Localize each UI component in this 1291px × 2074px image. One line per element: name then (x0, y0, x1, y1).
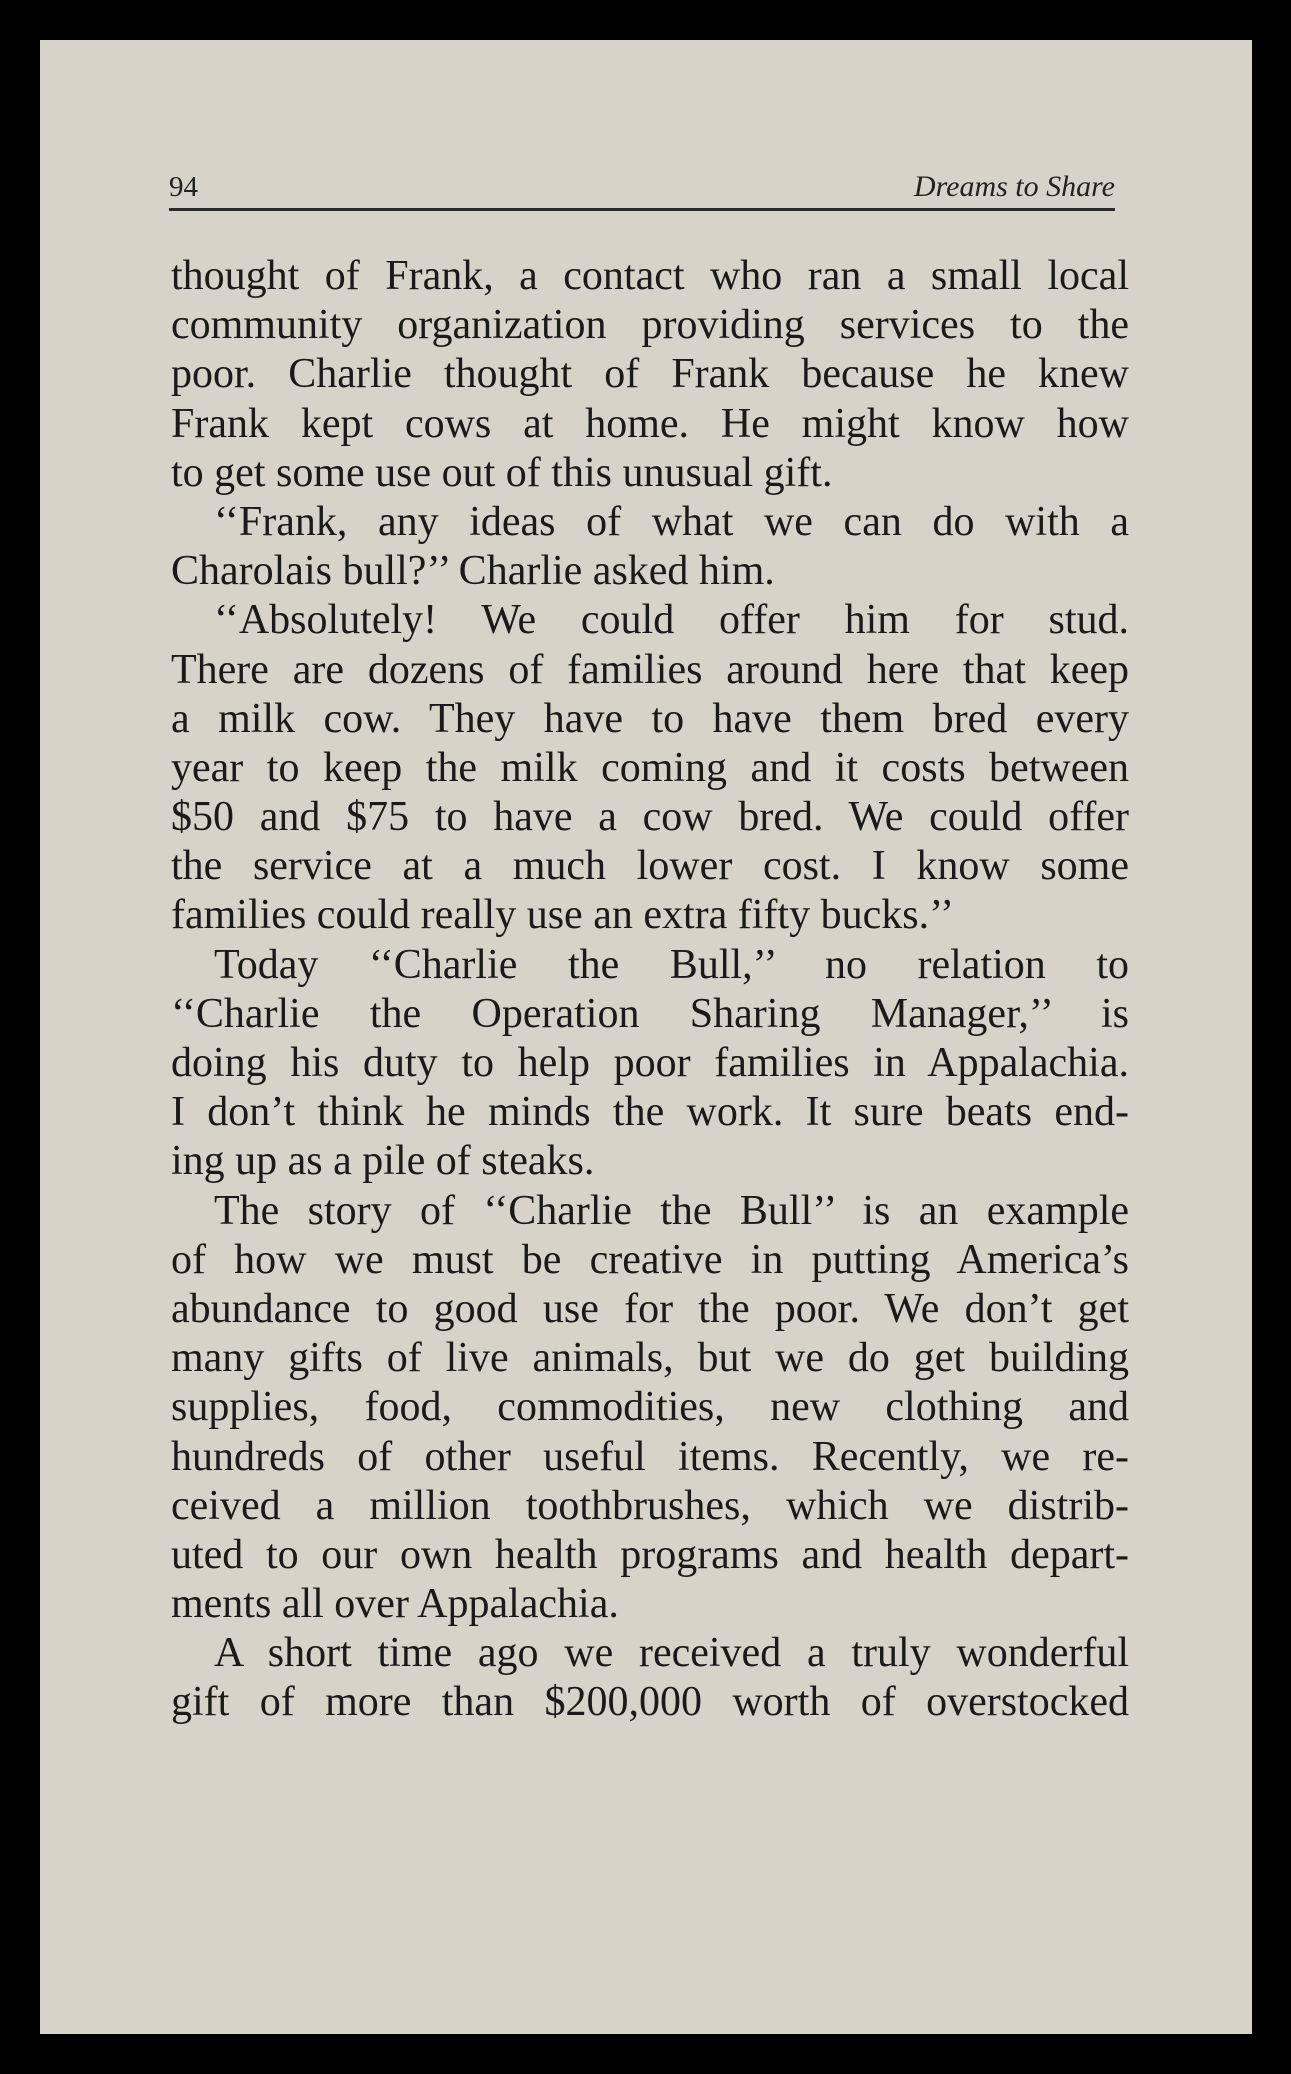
text-line: to get some use out of this unusual gift. (171, 449, 833, 496)
text-line: a milk cow. They have to have them bred every (171, 695, 1129, 742)
text-line: many gifts of live animals, but we do get building (171, 1335, 1129, 1382)
text-line: The story of ‘‘Charlie the Bull’’ is an example (214, 1187, 1129, 1234)
text-line: ments all over Appalachia. (171, 1581, 619, 1628)
text-line: families could really use an extra fifty bucks.’’ (171, 892, 954, 939)
text-line: doing his duty to help poor families in Appalachia. (171, 1040, 1129, 1086)
text-line: A short time ago we received a truly wonderful (214, 1630, 1129, 1677)
text-line: supplies, food, commodities, new clothing and (171, 1384, 1129, 1431)
text-line: I don’t think he minds the work. It sure beats end- (171, 1089, 1129, 1136)
text-line: ‘‘Frank, any ideas of what we can do with a (214, 498, 1129, 545)
text-line: community organization providing services to the (171, 302, 1129, 349)
running-head (169, 168, 1115, 211)
text-line: $50 and $75 to have a cow bred. We could offer (171, 794, 1129, 841)
text-line: hundreds of other useful items. Recently, we re- (171, 1433, 1129, 1480)
page-number: 94 (169, 171, 198, 203)
text-line: Frank kept cows at home. He might know how (171, 400, 1129, 447)
book-page (40, 40, 1252, 2034)
body-text (171, 252, 1129, 1728)
text-line: poor. Charlie thought of Frank because he knew (171, 351, 1129, 398)
text-line: the service at a much lower cost. I know some (171, 843, 1129, 890)
text-line: ceived a million toothbrushes, which we distrib- (171, 1482, 1129, 1529)
book-title: Dreams to Share (913, 170, 1115, 203)
text-line: ‘‘Charlie the Operation Sharing Manager,’’ is (171, 990, 1129, 1037)
text-line: There are dozens of families around here that keep (171, 646, 1129, 693)
text-line: uted to our own health programs and health depart- (171, 1531, 1129, 1578)
text-line: Charolais bull?’’ Charlie asked him. (171, 548, 775, 595)
text-line: ing up as a pile of steaks. (171, 1138, 595, 1185)
text-line: of how we must be creative in putting America’s (171, 1236, 1129, 1283)
text-line: abundance to good use for the poor. We don’t get (171, 1285, 1129, 1332)
text-line: Today ‘‘Charlie the Bull,’’ no relation to (214, 941, 1129, 988)
text-line: ‘‘Absolutely! We could offer him for stud. (214, 597, 1129, 644)
text-line: thought of Frank, a contact who ran a small local (171, 253, 1129, 299)
text-line: gift of more than $200,000 worth of overstocked (171, 1679, 1129, 1726)
text-line: year to keep the milk coming and it costs between (171, 744, 1129, 791)
